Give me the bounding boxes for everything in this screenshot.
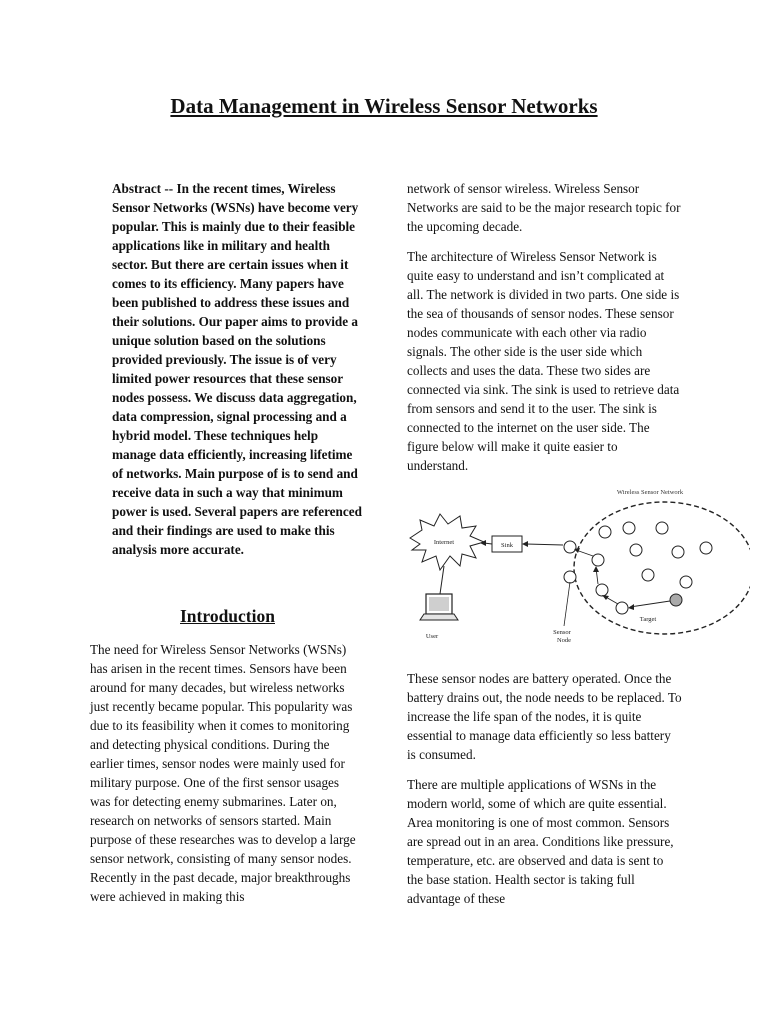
network-label: Wireless Sensor Network <box>616 489 684 496</box>
right-column-top <box>407 179 682 486</box>
paper-title: Data Management in Wireless Sensor Networks <box>170 94 598 118</box>
paragraph-continuation: network of sensor wireless. Wireless Sensor Networks are said to be the major research topic for the upcoming decade. <box>407 181 681 234</box>
sensor-node <box>596 584 608 596</box>
introduction-text: The need for Wireless Sensor Networks (WSNs) has arisen in the recent times. Sensors have been around for many decades, but wireless networks just recently became popular. This popularity was due to its feasibility when it comes to monitoring and detecting physical conditions. During the earlier times, sensor nodes were mainly used for military purpose. One of the first sensor usages was for detecting enemy submarines. Later on, research on networks of sensors started. Main purpose of these researches was to develop a large sensor network, consisting of many sensor nodes. Recently in the past decade, major breakthroughs were achieved in making this <box>90 642 356 904</box>
paragraph-applications: There are multiple applications of WSNs in the modern world, some of which are quite essential. Area monitoring is one of most common. Sensors are spread out in an area. Conditions like pressure, temperature, etc. are observed and data is sent to the base station. Health sector is taking full advantage of these <box>407 777 674 906</box>
right-column-bottom <box>407 669 682 919</box>
sensor-node-label-2: Node <box>556 637 572 644</box>
paragraph-architecture: The architecture of Wireless Sensor Network is quite easy to understand and isn’t complicated at all. The network is divided in two parts. One side is the sea of thousands of sensor nodes. These sensor nodes communicate with each other via radio signals. The other side is the user side which collects and uses the data. These two sides are connected via sink. The sink is used to retrieve data from sensors and send it to the user. The sink is connected to the internet on the user side. The figure below will make it quite easier to understand. <box>407 249 680 473</box>
sensor-node <box>700 542 712 554</box>
sensor-node-label-1: Sensor <box>553 629 571 636</box>
abstract-text: Abstract -- In the recent times, Wireless Sensor Networks (WSNs) have become very popular. This is mainly due to their feasible applications like in military and health sector. But there are certain issues when it comes to its efficiency. Many papers have been published to address these issues and their solutions. Our paper aims to provide a unique solution based on the solutions provided previously. The issue is of very limited power resources that these sensor nodes possess. We discuss data aggregation, data compression, signal processing and a hybrid model. These techniques help manage data efficiently, increasing lifetime of networks. Main purpose of is to send and receive data in such a way that minimum power is used. Several papers are referenced and their findings are used to make this analysis more accurate. <box>112 181 362 557</box>
sensor-node <box>680 576 692 588</box>
sensor-node <box>564 541 576 553</box>
internet-to-user-line <box>440 566 444 594</box>
sensor-node <box>623 522 635 534</box>
sensor-node <box>630 544 642 556</box>
arrowhead <box>602 595 609 600</box>
wsn-architecture-figure <box>400 480 750 650</box>
laptop-base-icon <box>420 614 458 620</box>
laptop-display <box>429 597 449 611</box>
route-arrow <box>630 601 670 607</box>
sensor-node <box>642 569 654 581</box>
sensor-node <box>599 526 611 538</box>
paragraph-battery: These sensor nodes are battery operated. Once the battery drains out, the node needs to be replaced. To increase the life span of the nodes, it is quite essential to manage data efficiently so less battery is consumed. <box>407 671 682 762</box>
target-node <box>670 594 682 606</box>
node-to-sink-arrow <box>526 544 563 545</box>
target-label: Target <box>639 616 657 623</box>
arrowhead <box>522 541 528 547</box>
introduction-heading: Introduction <box>180 606 275 626</box>
sensor-node <box>656 522 668 534</box>
sink-label: Sink <box>501 542 513 549</box>
sensor-node-pointer <box>564 582 570 626</box>
user-label: User <box>425 633 439 640</box>
sensor-node <box>592 554 604 566</box>
internet-label: Internet <box>433 539 455 546</box>
arrowhead <box>628 604 634 610</box>
abstract-section <box>112 179 364 570</box>
introduction-section <box>90 640 360 917</box>
sensor-node <box>672 546 684 558</box>
arrowhead <box>593 566 599 572</box>
sensor-node <box>564 571 576 583</box>
wsn-diagram <box>400 480 750 650</box>
